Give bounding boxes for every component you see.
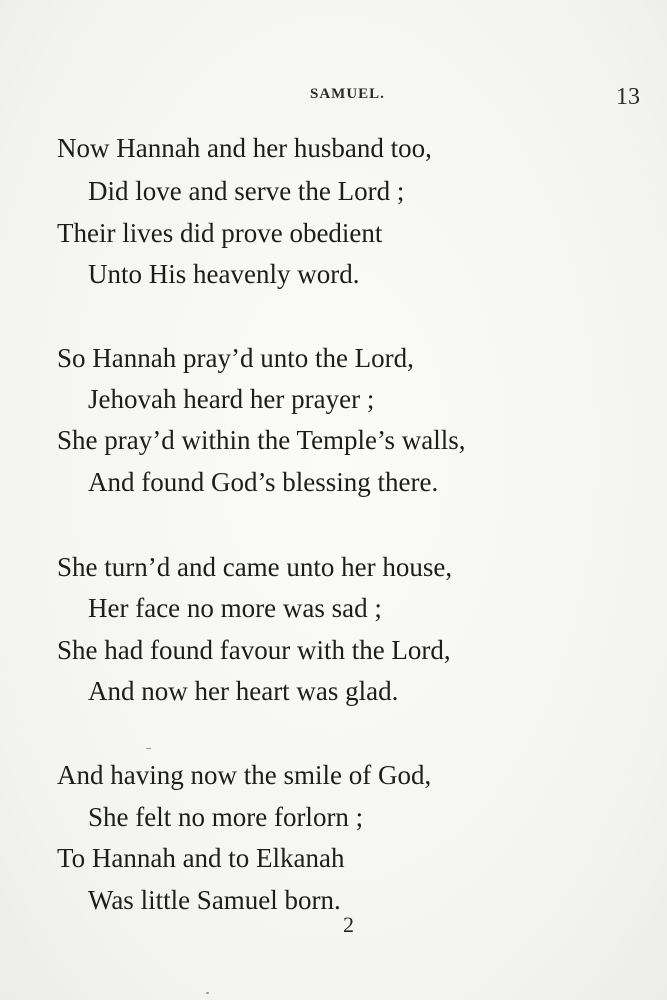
poem-line: She pray’d within the Temple’s walls,: [57, 425, 466, 455]
poem-line: She felt no more forlorn ;: [88, 802, 364, 832]
poem-line: She turn’d and came unto her house,: [57, 552, 453, 582]
poem-line: Now Hannah and her husband too,: [57, 133, 432, 163]
poem-line: Jehovah heard her prayer ;: [88, 384, 375, 414]
running-title: SAMUEL.: [310, 86, 385, 102]
poem-line: Was little Samuel born.: [88, 885, 341, 915]
paper-speck: [146, 748, 151, 749]
poem-line: So Hannah pray’d unto the Lord,: [57, 343, 414, 373]
poem-line: And now her heart was glad.: [88, 676, 399, 706]
poem-line: Did love and serve the Lord ;: [88, 176, 405, 206]
poem-line: Their lives did prove obedient: [57, 218, 383, 248]
paper-speck: [206, 992, 209, 994]
poem-line: And found God’s blessing there.: [88, 467, 439, 497]
poem-line: Her face no more was sad ;: [88, 593, 382, 623]
poem-line: Unto His heavenly word.: [88, 259, 360, 289]
page-number: 13: [616, 84, 640, 110]
poem-line: To Hannah and to Elkanah: [57, 843, 345, 873]
poem-line: And having now the smile of God,: [57, 760, 432, 790]
signature-mark: 2: [343, 912, 354, 937]
poem-line: She had found favour with the Lord,: [57, 635, 451, 665]
